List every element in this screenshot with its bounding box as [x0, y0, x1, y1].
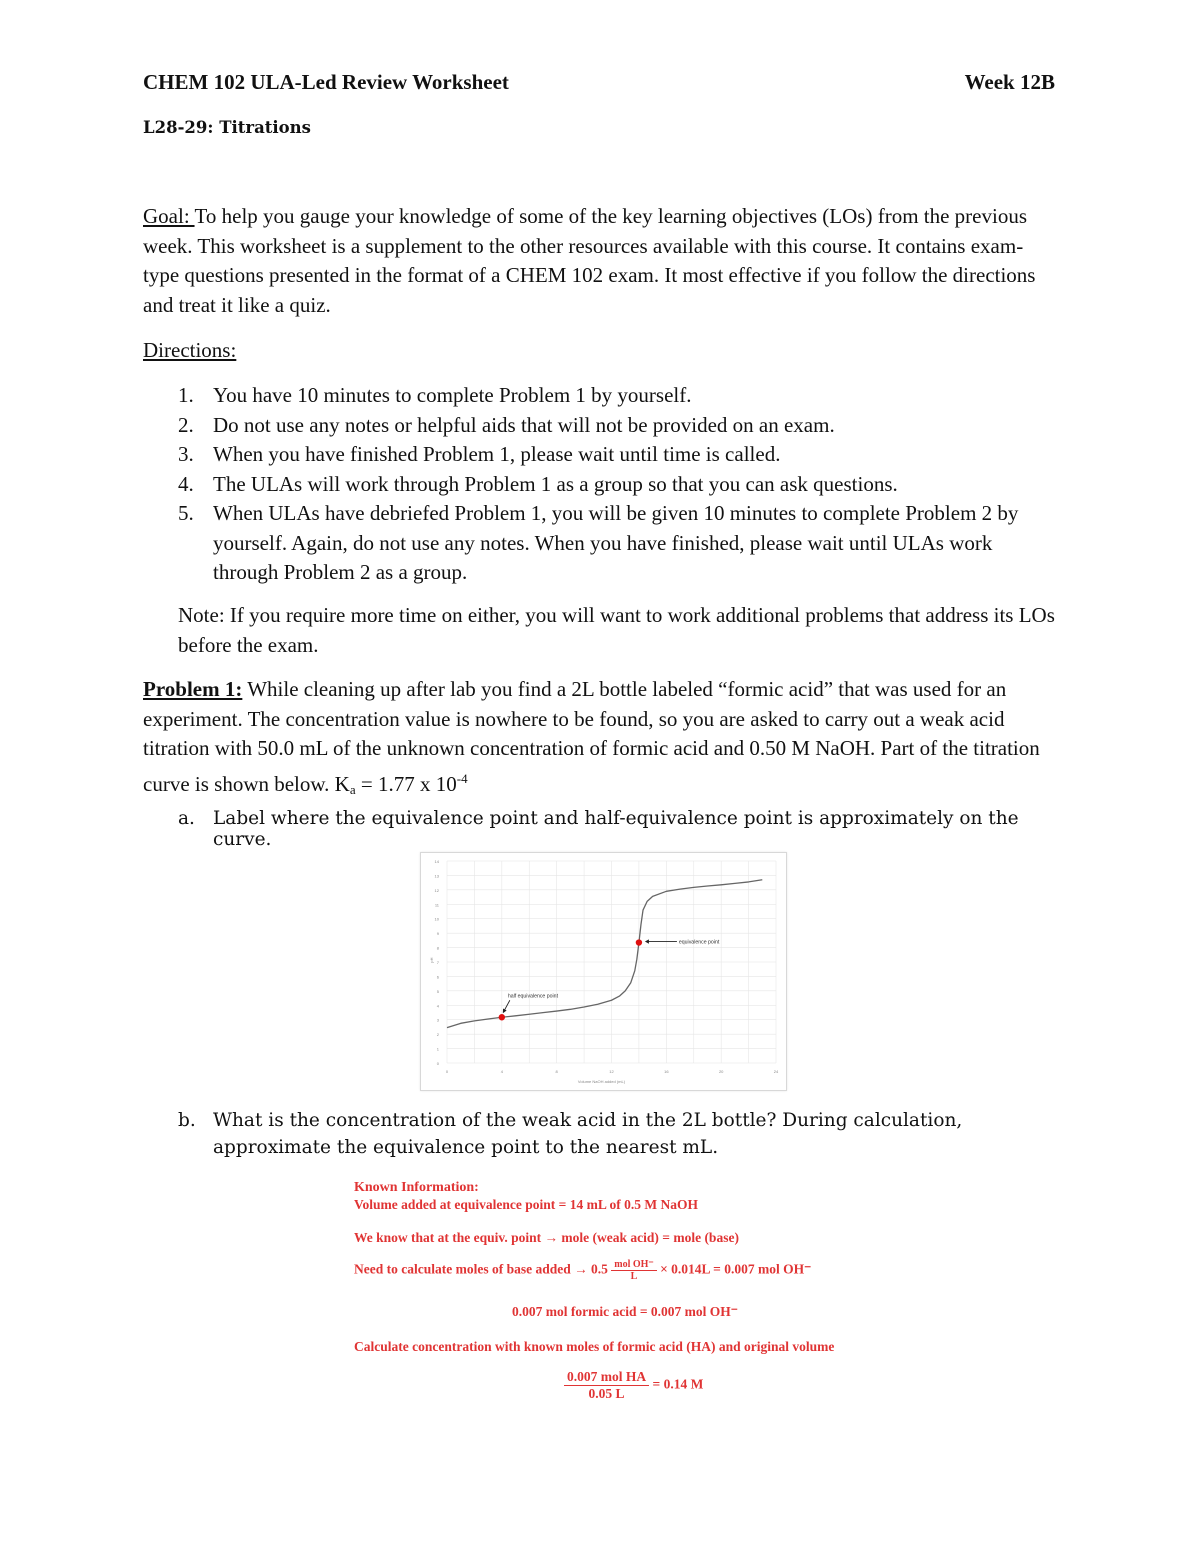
- y-tick-label: 7: [436, 960, 439, 965]
- known-info-heading: Known Information:: [354, 1180, 479, 1195]
- problem-1-statement: Problem 1: While cleaning up after lab you find a 2L bottle labeled “formic acid” that was used for an experiment. The concentration value is nowhere to be found, so you are asked to carry out a weak acid titration with 50.0 mL of the unknown concentration of formic acid and 0.50 M NaOH. Part of the titration curve is shown below. Ka = 1.77 x $10^{-4}$: [143, 677, 1040, 797]
- answer-line-6: $\frac{\text{0.007 mol HA}}{0.05 L}$ = 0.14 M: [564, 1369, 703, 1402]
- y-tick-label: 6: [436, 974, 439, 980]
- y-tick-label: 8: [436, 945, 439, 951]
- list-item: 2. Do not use any notes or helpful aids that will not be provided on an exam.: [178, 412, 835, 437]
- list-item: 5. When ULAs have debriefed Problem 1, you will be given 10 minutes to complete Problem 2 by yourself. Again, do not use any notes. When you have finished, please wait until ULAs work through Problem 2 as a group.: [178, 501, 1019, 584]
- y-tick-label: 10: [434, 916, 439, 922]
- x-tick-label: 24: [773, 1069, 779, 1074]
- answer-line-2: We know that at the equiv. point → mole (weak acid) = mole (base): [354, 1230, 739, 1245]
- y-tick-label: 11: [434, 902, 439, 908]
- half-equivalence-point-label: half equivalence point: [507, 993, 559, 1000]
- list-item: 3. When you have finished Problem 1, please wait until time is called.: [178, 442, 781, 466]
- answer-work: [350, 1175, 870, 1415]
- equivalence-arrowhead: [645, 939, 649, 943]
- goal-paragraph: [143, 202, 1058, 320]
- answer-line-5: Calculate concentration with known moles of formic acid (HA) and original volume: [354, 1339, 835, 1354]
- directions-note: Note: If you require more time on either, you will want to work additional problems that address its LOs before the exam.: [178, 603, 1055, 657]
- titration-chart: [420, 852, 787, 1091]
- problem-1-label: Problem 1:: [143, 677, 243, 701]
- y-tick-label: 12: [434, 887, 439, 893]
- y-tick-label: 5: [436, 988, 439, 994]
- directions-list: [143, 381, 1058, 588]
- x-axis-label: Volume NaOH added (mL): [577, 1079, 626, 1084]
- goal-label: Goal:: [143, 204, 195, 228]
- x-tick-label: 8: [555, 1069, 558, 1074]
- answer-line-1: Volume added at equivalence point = 14 mL of 0.5 M NaOH: [354, 1197, 698, 1212]
- answer-line-4: 0.007 mol formic acid = 0.007 mol OH⁻: [512, 1304, 738, 1319]
- directions-title: Directions:: [143, 338, 237, 362]
- y-tick-label: 13: [434, 873, 439, 879]
- x-tick-label: 12: [609, 1069, 614, 1074]
- x-tick-label: 20: [718, 1069, 724, 1074]
- y-tick-label: 3: [436, 1017, 439, 1023]
- x-tick-label: 0: [445, 1069, 449, 1074]
- y-tick-label: 1: [436, 1046, 439, 1052]
- y-tick-label: 14: [434, 859, 439, 864]
- y-tick-label: 4: [436, 1003, 439, 1009]
- question-a: a. Label where the equivalence point and half-equivalence point is approximately on the curve.: [178, 808, 1019, 850]
- y-tick-label: 9: [436, 931, 439, 937]
- x-tick-label: 16: [664, 1069, 669, 1074]
- question-b: b. What is the concentration of the weak acid in the 2L bottle? During calculation, approximate the equivalence point to the nearest mL.: [178, 1110, 963, 1158]
- week-label: Week 12B: [964, 70, 1055, 94]
- y-tick-label: 0: [436, 1061, 439, 1066]
- titration-curve-svg: [421, 853, 786, 1090]
- y-tick-label: 2: [436, 1032, 439, 1038]
- fraction: $\frac{\text{0.007 mol HA}}{0.05 L}$: [564, 1369, 649, 1402]
- answer-line-3: Need to calculate moles of base added → 0.5 $\frac{\text{mol OH⁻}}{L}$ × 0.014L = 0.007 mol OH⁻: [354, 1259, 812, 1282]
- goal-text: To help you gauge your knowledge of some of the key learning objectives (LOs) from the previous week. This worksheet is a supplement to the other resources available with this course. It contains exam-type questions presented in the format of a CHEM 102 exam. It most effective if you follow the directions and treat it like a quiz.: [143, 204, 1036, 317]
- page-header: [143, 70, 1055, 95]
- lecture-subtitle: L28-29: Titrations: [143, 118, 311, 137]
- equivalence-point-marker: [636, 939, 642, 945]
- worksheet-title: CHEM 102 ULA-Led Review Worksheet: [143, 70, 509, 94]
- equivalence-point-label: equivalence point: [678, 939, 720, 946]
- half-equivalence-point-marker: [499, 1014, 505, 1020]
- fraction: $\frac{\text{mol OH⁻}}{L}$: [611, 1259, 656, 1282]
- y-axis-label: pH: [429, 957, 434, 963]
- list-item: 4. The ULAs will work through Problem 1 as a group so that you can ask questions.: [178, 471, 898, 496]
- x-tick-label: 4: [500, 1069, 503, 1074]
- list-item: 1. You have 10 minutes to complete Problem 1 by yourself.: [178, 383, 692, 407]
